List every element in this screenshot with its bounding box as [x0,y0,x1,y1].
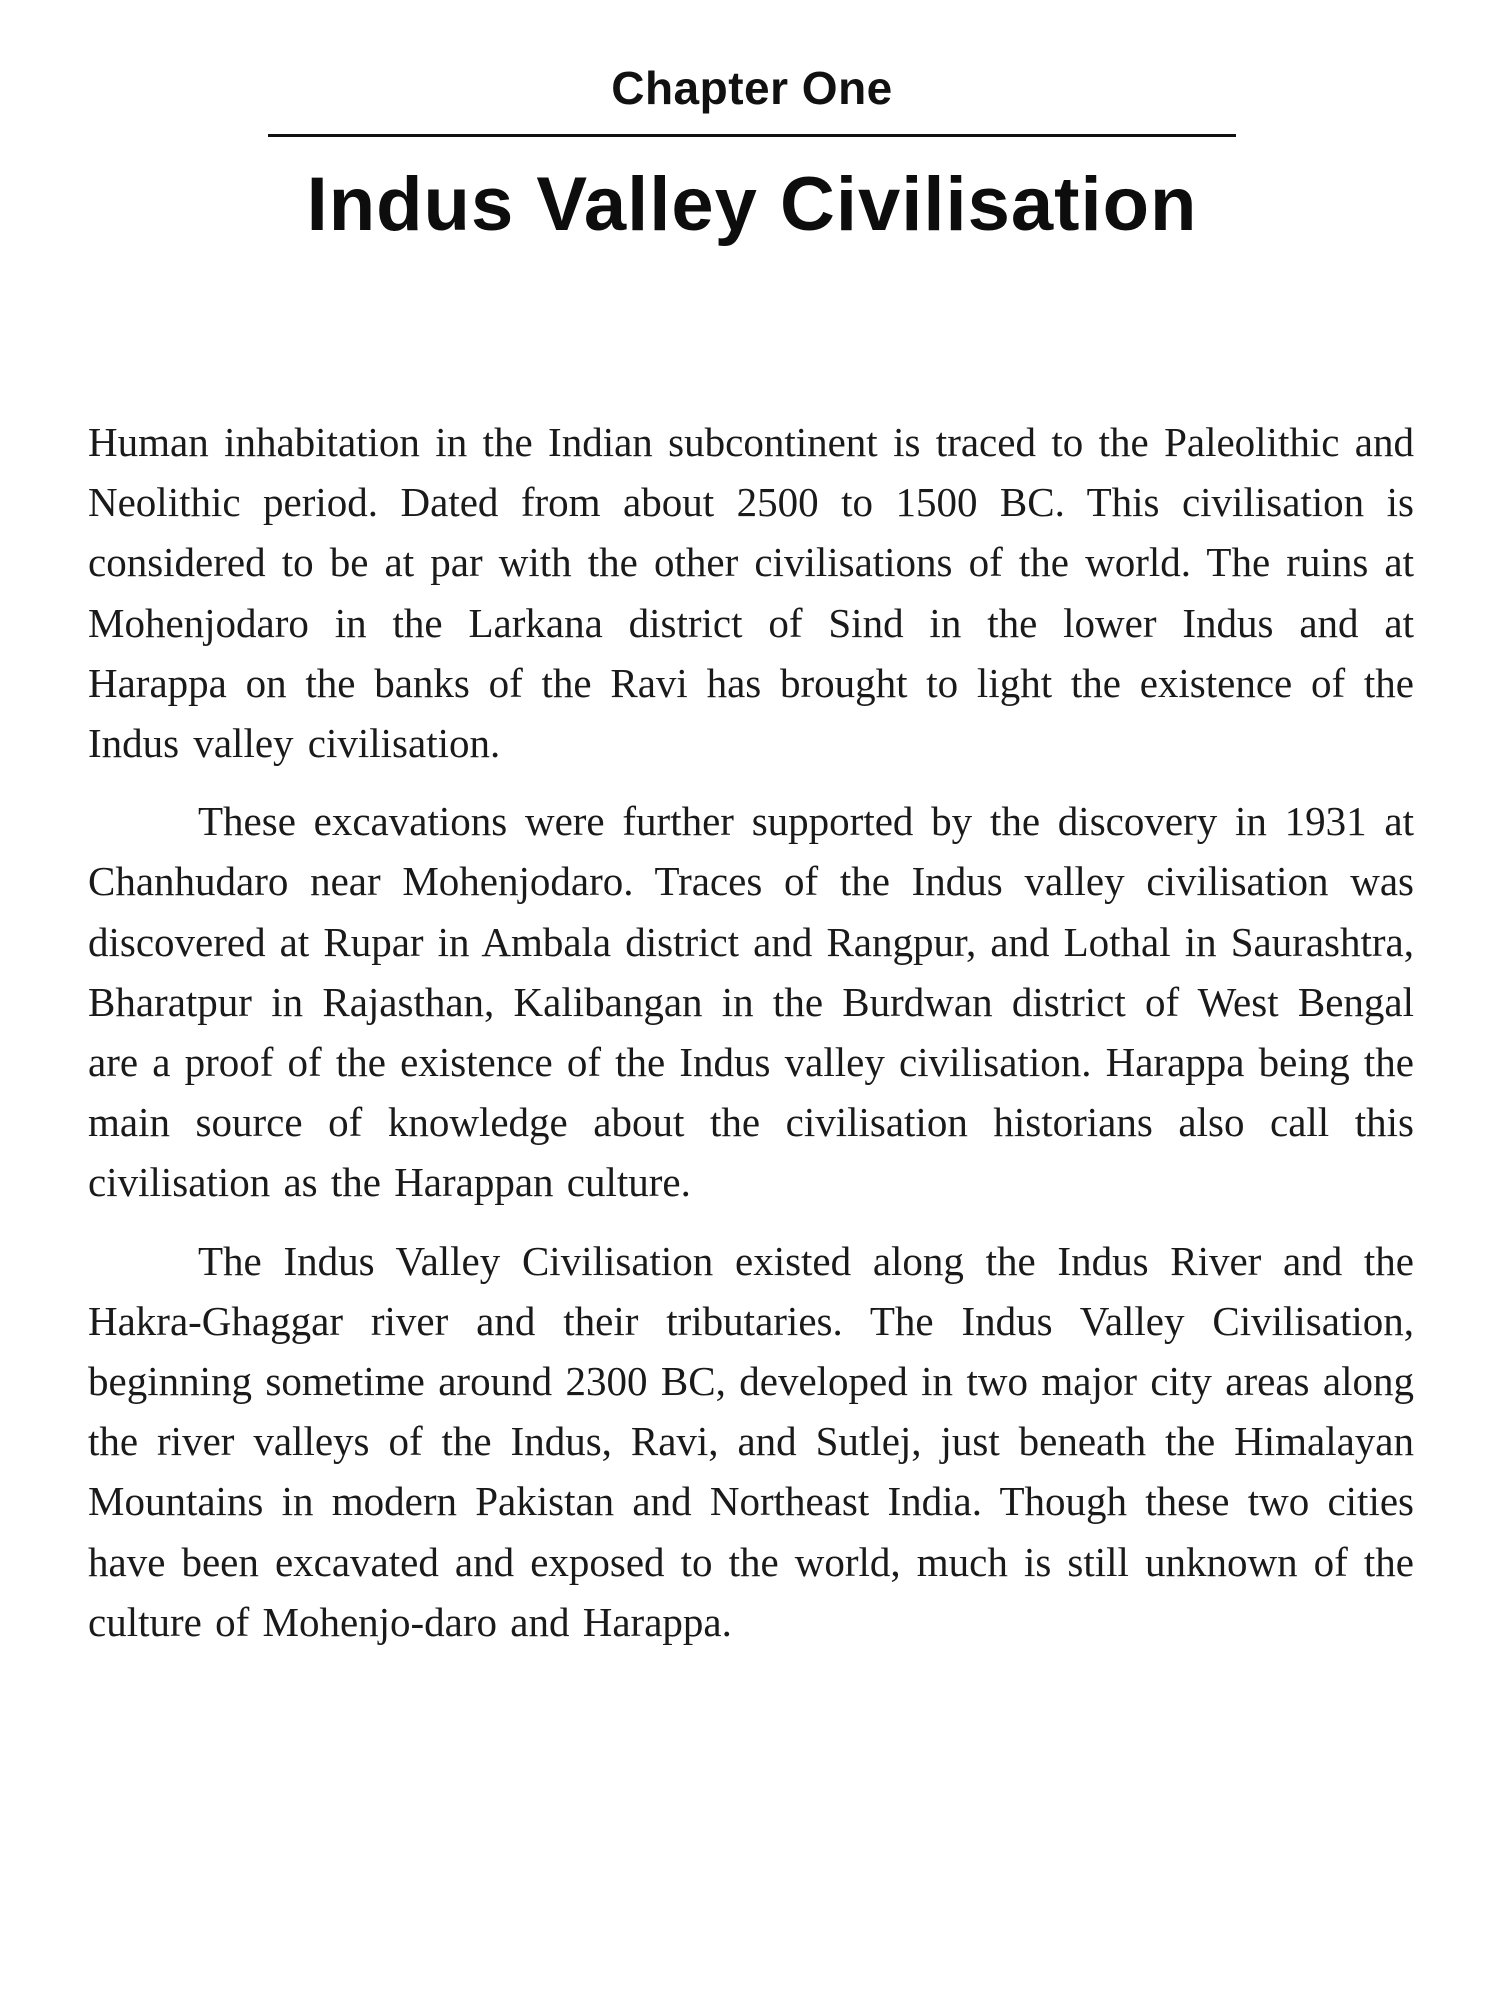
paragraph-1: Human inhabitation in the Indian subcontinent is traced to the Paleolithic and Neolithic period. Dated from about 2500 to 1500 BC. This civilisation is considered to be at par with the other civilisations of the world. The ruins at Mohenjodaro in the Larkana district of Sind in the lower Indus and at Harappa on the banks of the Ravi has brought to light the existence of the Indus valley civilisation. [88,419,1414,767]
chapter-title: Indus Valley Civilisation [306,162,1198,247]
chapter-label: Chapter One [611,62,893,114]
chapter-body [88,412,1414,1652]
paragraph-2: These excavations were further supported by the discovery in 1931 at Chanhudaro near Mohenjodaro. Traces of the Indus valley civilisation was discovered at Rupar in Ambala district and Rangpur, and Lothal in Saurashtra, Bharatpur in Rajasthan, Kalibangan in the Burdwan district of West Bengal are a proof of the existence of the Indus valley civilisation. Harappa being the main source of knowledge about the civilisation historians also call this civilisation as the Harappan culture. [88,798,1414,1206]
paragraph-3: The Indus Valley Civilisation existed along the Indus River and the Hakra-Ghaggar river and their tributaries. The Indus Valley Civilisation, beginning sometime around 2300 BC, developed in two major city areas along the river valleys of the Indus, Ravi, and Sutlej, just beneath the Himalayan Mountains in modern Pakistan and Northeast India. Though these two cities have been excavated and exposed to the world, much is still unknown of the culture of Mohenjo-daro and Harappa. [88,1237,1414,1645]
chapter-divider [268,134,1236,137]
